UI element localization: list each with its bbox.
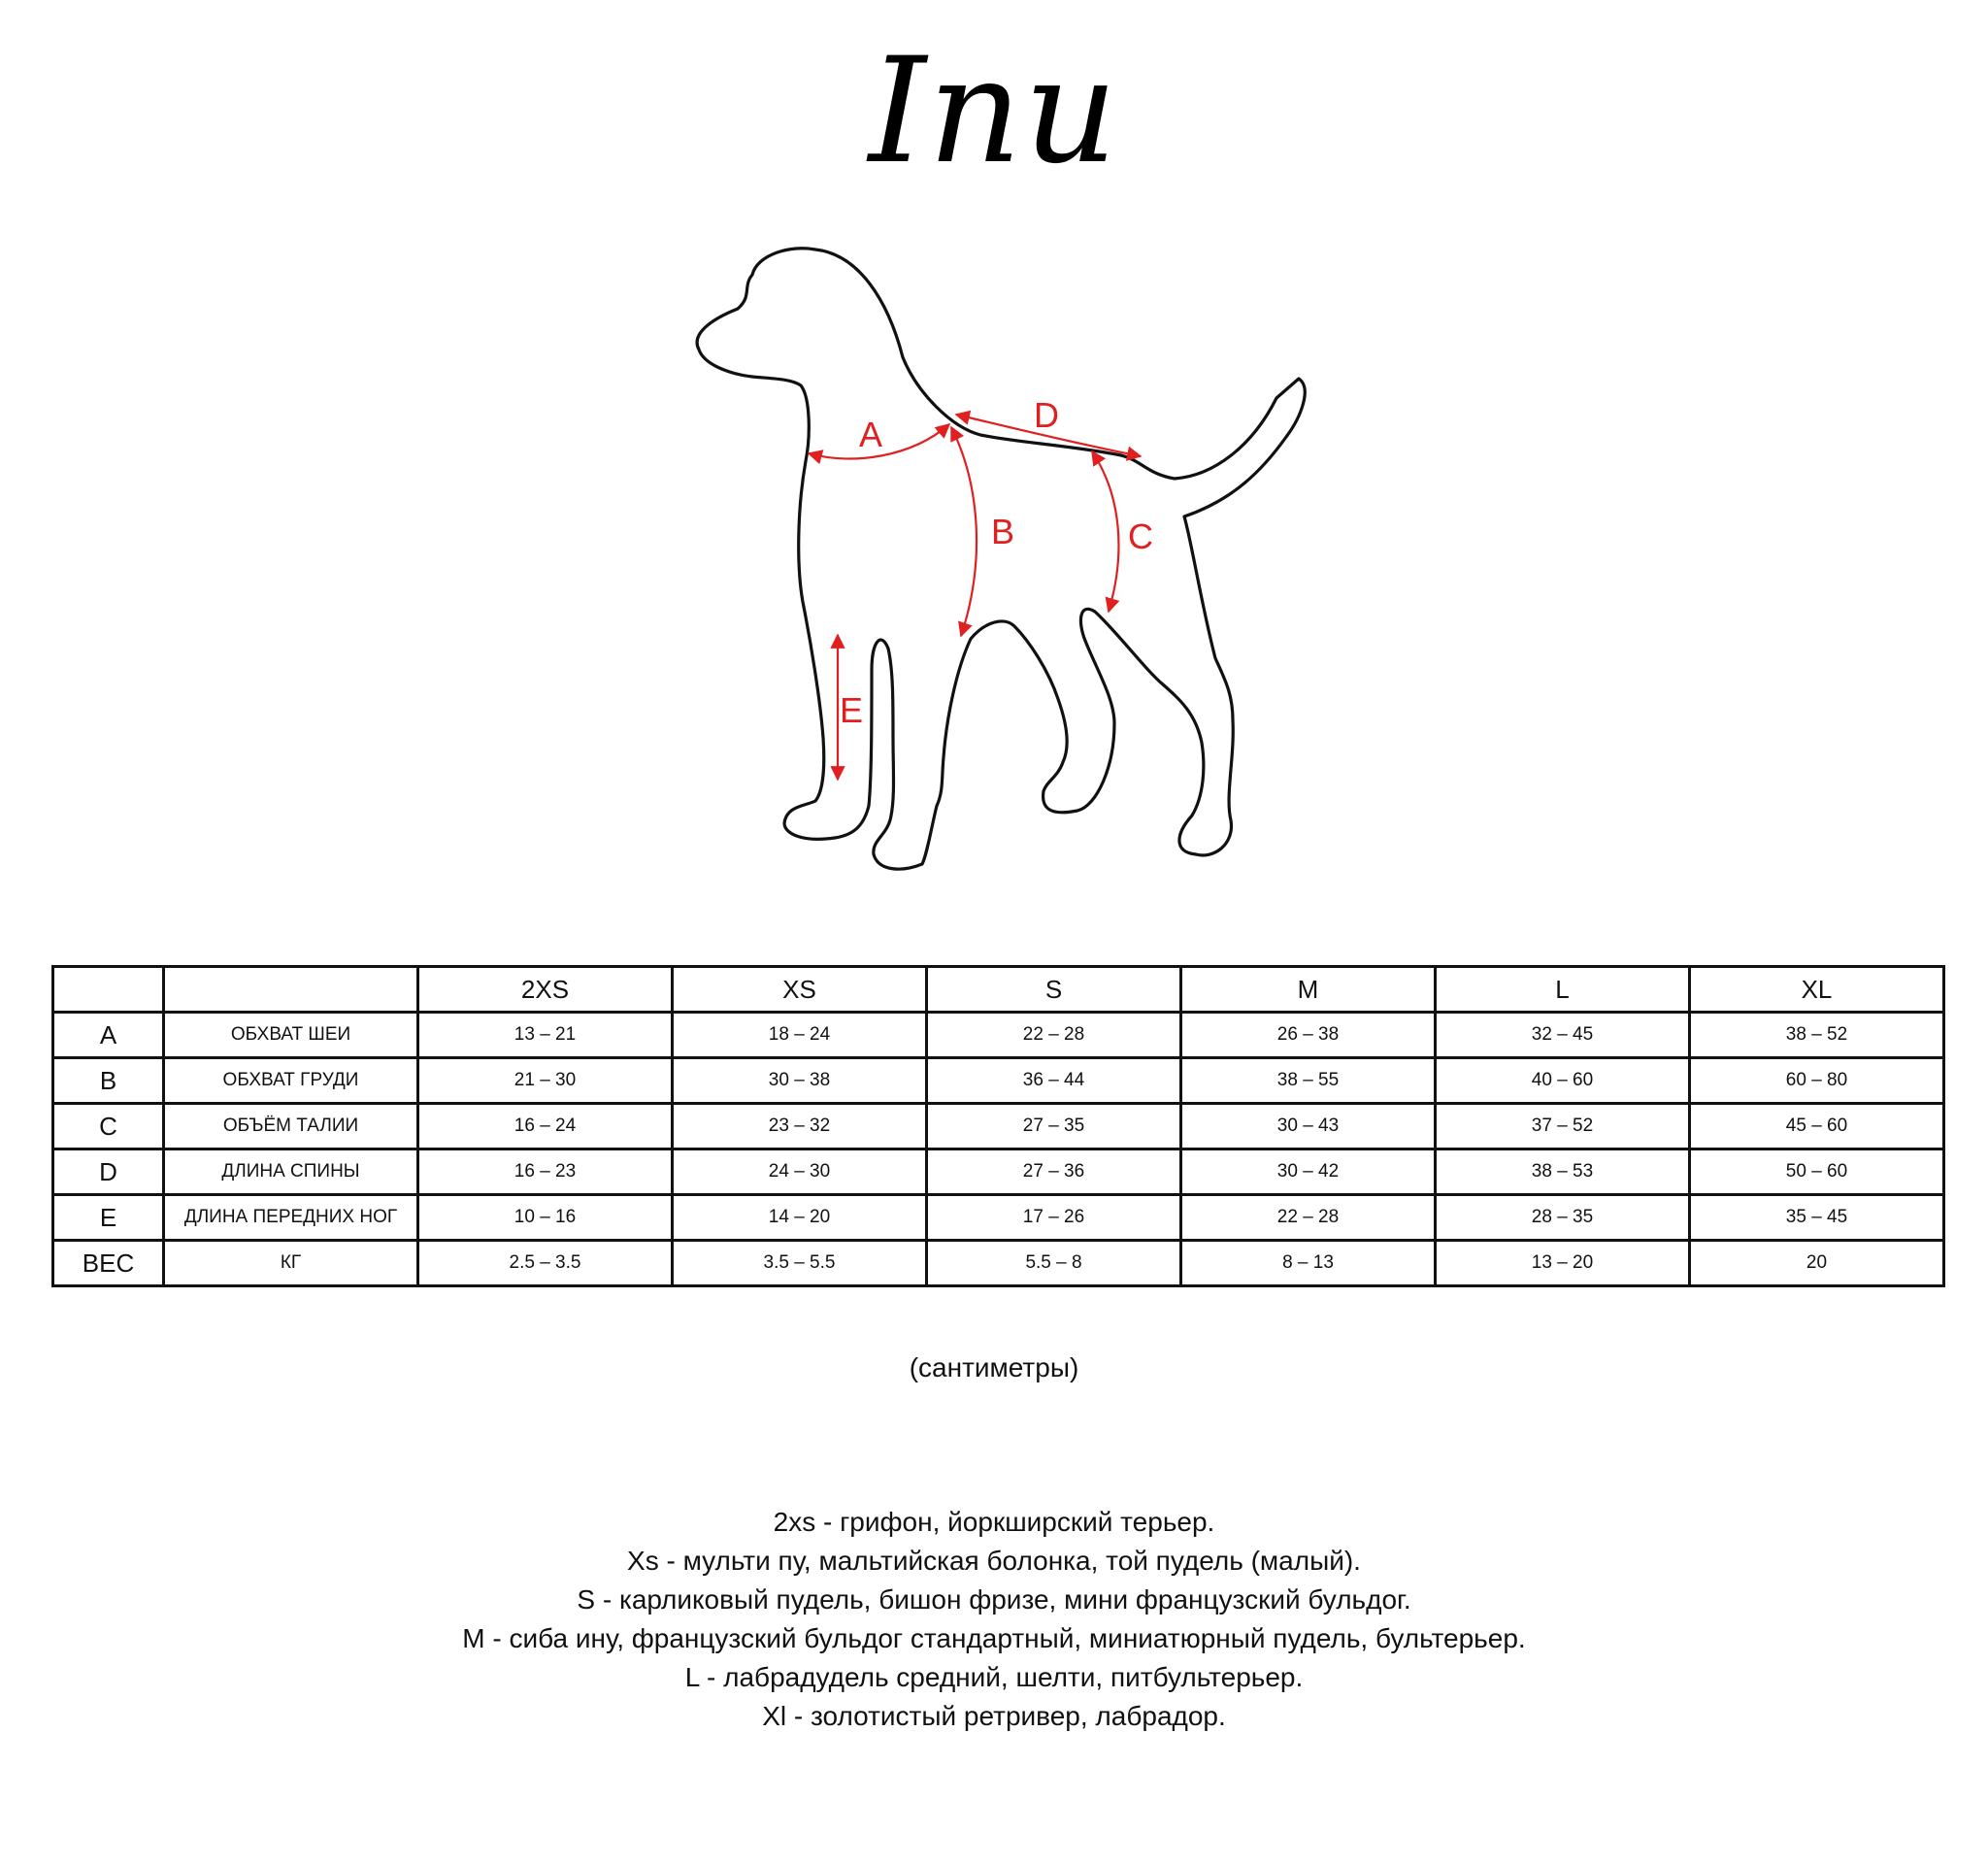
label-b: B [990,512,1015,551]
size-value: 40 – 60 [1436,1058,1690,1104]
row-label: ОБХВАТ ШЕИ [164,1013,418,1058]
row-code: D [53,1149,164,1195]
size-value: 24 – 30 [673,1149,927,1195]
arrow-b [951,427,977,636]
table-row [53,1241,1944,1286]
size-header: XL [1690,967,1944,1013]
size-value: 30 – 38 [673,1058,927,1104]
size-value: 30 – 42 [1181,1149,1436,1195]
breed-line: 2xs - грифон, йоркширский терьер. [773,1507,1215,1537]
breed-line: S - карликовый пудель, бишон фризе, мини французский бульдог. [577,1584,1411,1615]
table-row [53,1058,1944,1104]
size-value: 13 – 20 [1436,1241,1690,1286]
size-value: 20 [1690,1241,1944,1286]
header-empty-cell [164,967,418,1013]
arrow-c [1092,451,1118,612]
size-header: 2XS [418,967,673,1013]
label-c: C [1128,516,1153,556]
size-value: 10 – 16 [418,1195,673,1241]
size-value: 18 – 24 [673,1013,927,1058]
size-value: 38 – 53 [1436,1149,1690,1195]
row-code: E [53,1195,164,1241]
row-code: A [53,1013,164,1058]
row-code: B [53,1058,164,1104]
breed-list [0,1503,1988,1736]
label-a: A [858,415,883,454]
size-value: 32 – 45 [1436,1013,1690,1058]
dog-measurement-diagram [670,238,1330,879]
size-value: 45 – 60 [1690,1104,1944,1149]
table-row [53,1104,1944,1149]
size-value: 23 – 32 [673,1104,927,1149]
size-value: 28 – 35 [1436,1195,1690,1241]
size-value: 16 – 23 [418,1149,673,1195]
size-value: 22 – 28 [927,1013,1181,1058]
size-value: 50 – 60 [1690,1149,1944,1195]
breed-line: Xs - мульти пу, мальтийская болонка, той пудель (малый). [627,1546,1361,1576]
row-label: ДЛИНА ПЕРЕДНИХ НОГ [164,1195,418,1241]
size-header: M [1181,967,1436,1013]
size-value: 36 – 44 [927,1058,1181,1104]
size-value: 38 – 55 [1181,1058,1436,1104]
breed-line: L - лабрадудель средний, шелти, питбультерьер. [684,1662,1304,1692]
row-code: C [53,1104,164,1149]
table-header-row [53,967,1944,1013]
size-value: 35 – 45 [1690,1195,1944,1241]
size-value: 5.5 – 8 [927,1241,1181,1286]
size-value: 37 – 52 [1436,1104,1690,1149]
size-value: 2.5 – 3.5 [418,1241,673,1286]
label-d: D [1034,395,1059,435]
size-table [51,965,1945,1287]
brand-logo: Inu [868,27,1120,196]
table-row [53,1013,1944,1058]
size-value: 16 – 24 [418,1104,673,1149]
dog-outline [697,249,1305,869]
size-value: 26 – 38 [1181,1013,1436,1058]
size-value: 38 – 52 [1690,1013,1944,1058]
row-code: ВЕС [53,1241,164,1286]
table-row [53,1195,1944,1241]
size-header: XS [673,967,927,1013]
row-label: ОБЪЁМ ТАЛИИ [164,1104,418,1149]
table-row [53,1149,1944,1195]
size-value: 17 – 26 [927,1195,1181,1241]
breed-line: M - сиба ину, французский бульдог стандартный, миниатюрный пудель, бультерьер. [462,1623,1526,1653]
size-header: L [1436,967,1690,1013]
row-label: ДЛИНА СПИНЫ [164,1149,418,1195]
size-value: 21 – 30 [418,1058,673,1104]
row-label: КГ [164,1241,418,1286]
size-value: 3.5 – 5.5 [673,1241,927,1286]
size-value: 27 – 35 [927,1104,1181,1149]
size-value: 60 – 80 [1690,1058,1944,1104]
size-header: S [927,967,1181,1013]
size-value: 14 – 20 [673,1195,927,1241]
header-empty-cell [53,967,164,1013]
size-value: 22 – 28 [1181,1195,1436,1241]
units-note: (сантиметры) [909,1352,1079,1382]
size-value: 13 – 21 [418,1013,673,1058]
size-value: 30 – 43 [1181,1104,1436,1149]
size-value: 8 – 13 [1181,1241,1436,1286]
breed-line: Xl - золотистый ретривер, лабрадор. [762,1701,1226,1731]
row-label: ОБХВАТ ГРУДИ [164,1058,418,1104]
label-e: E [839,690,864,730]
size-value: 27 – 36 [927,1149,1181,1195]
